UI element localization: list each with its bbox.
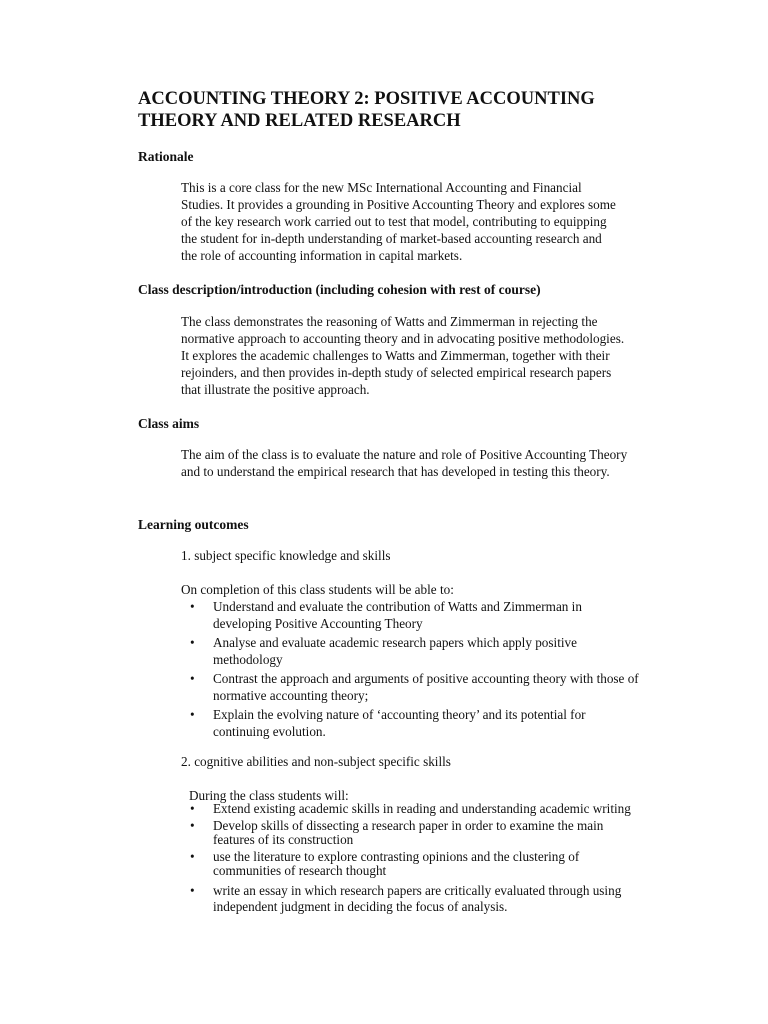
aims-text: The aim of the class is to evaluate the nature and role of Positive Accounting Theory and to understand the empirical research that has developed in testing this theory. bbox=[181, 447, 628, 479]
list-item: • Contrast the approach and arguments of positive accounting theory with those of normative accounting theory; bbox=[190, 671, 642, 704]
document-title: ACCOUNTING THEORY 2: POSITIVE ACCOUNTING THEORY AND RELATED RESEARCH bbox=[138, 89, 595, 131]
list-item: • Understand and evaluate the contribution of Watts and Zimmerman in developing Positive Accounting Theory bbox=[190, 599, 642, 632]
section1-intro: On completion of this class students will be able to: bbox=[181, 582, 454, 597]
section1-list bbox=[190, 599, 642, 743]
rationale-text: This is a core class for the new MSc International Accounting and Financial Studies. It provides a grounding in Positive Accounting Theory and explores some of the key research work carried out to test that model, contributing to equipping the student for in-depth understanding of market-based accounting research and the role of accounting information in capital markets. bbox=[181, 180, 616, 263]
list-item: • Develop skills of dissecting a research paper in order to examine the main features of its construction bbox=[190, 819, 642, 848]
section1-title: 1. subject specific knowledge and skills bbox=[181, 548, 391, 563]
list-item: • Explain the evolving nature of ‘accounting theory’ and its potential for continuing evolution. bbox=[190, 707, 642, 740]
rationale-heading: Rationale bbox=[138, 149, 194, 164]
description-text: The class demonstrates the reasoning of Watts and Zimmerman in rejecting the normative approach to accounting theory and in advocating positive methodologies. It explores the academic challenges to Watts and Zimmerman, together with their rejoinders, and then provides in-depth study of selected empirical research papers that illustrate the positive approach. bbox=[181, 314, 625, 397]
list-item: • Analyse and evaluate academic research papers which apply positive methodology bbox=[190, 635, 642, 668]
list-item: • write an essay in which research papers are critically evaluated through using independent judgment in deciding the focus of analysis. bbox=[190, 883, 642, 916]
aims-heading: Class aims bbox=[138, 416, 200, 431]
list-item: • use the literature to explore contrasting opinions and the clustering of communities of research thought bbox=[190, 850, 642, 879]
section2-intro: During the class students will: bbox=[189, 788, 349, 803]
learning-outcomes-heading: Learning outcomes bbox=[138, 517, 249, 532]
section2-title: 2. cognitive abilities and non-subject specific skills bbox=[181, 754, 451, 769]
description-heading: Class description/introduction (including cohesion with rest of course) bbox=[138, 282, 541, 297]
list-item: • Extend existing academic skills in reading and understanding academic writing bbox=[190, 802, 642, 817]
section2-list bbox=[190, 802, 642, 918]
